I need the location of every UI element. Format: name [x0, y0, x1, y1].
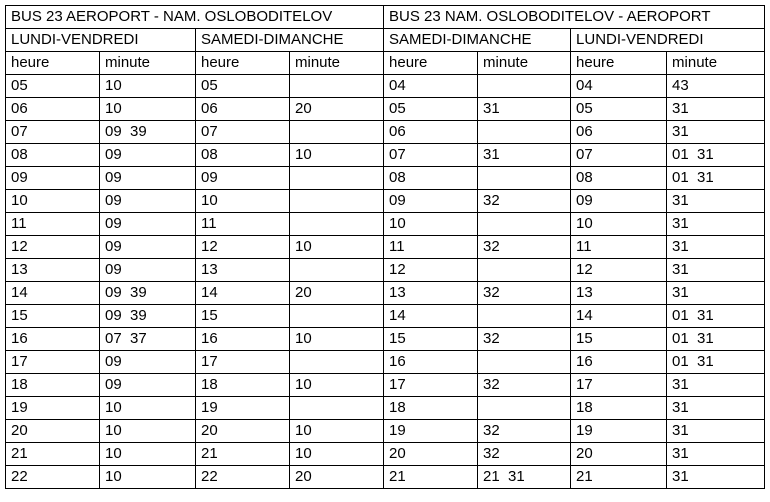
hour-cell: 12: [6, 236, 100, 259]
column-header-minute: minute: [100, 52, 196, 75]
table-row: [6, 466, 765, 489]
table-row: [6, 236, 765, 259]
hour-cell: 12: [384, 259, 478, 282]
minute-cell: 09: [100, 259, 196, 282]
minute-cell: [478, 75, 571, 98]
hour-cell: 14: [6, 282, 100, 305]
period-label: SAMEDI-DIMANCHE: [384, 29, 571, 52]
minute-cell: 09: [100, 213, 196, 236]
hour-cell: 07: [196, 121, 290, 144]
minute-cell: 31: [667, 190, 765, 213]
minute-cell: 10: [100, 420, 196, 443]
column-header-heure: heure: [384, 52, 478, 75]
hour-cell: 08: [571, 167, 667, 190]
minute-cell: [478, 397, 571, 420]
hour-cell: 10: [196, 190, 290, 213]
hour-cell: 18: [384, 397, 478, 420]
table-row: [6, 121, 765, 144]
minute-cell: 10: [100, 75, 196, 98]
table-row: [6, 259, 765, 282]
minute-cell: 20: [290, 98, 384, 121]
table-row: [6, 443, 765, 466]
hour-cell: 14: [384, 305, 478, 328]
hour-cell: 07: [6, 121, 100, 144]
hour-cell: 11: [571, 236, 667, 259]
hour-cell: 09: [571, 190, 667, 213]
column-header-minute: minute: [478, 52, 571, 75]
hour-cell: 07: [384, 144, 478, 167]
minute-cell: 32: [478, 282, 571, 305]
hour-cell: 06: [384, 121, 478, 144]
column-header-minute: minute: [290, 52, 384, 75]
minute-cell: 32: [478, 374, 571, 397]
minute-cell: 01 31: [667, 144, 765, 167]
hour-cell: 15: [571, 328, 667, 351]
table-row: [6, 374, 765, 397]
minute-cell: 09 39: [100, 305, 196, 328]
minute-cell: 20: [290, 282, 384, 305]
minute-cell: [290, 75, 384, 98]
period-header-row: [6, 29, 765, 52]
hour-cell: 17: [571, 374, 667, 397]
minute-cell: 31: [667, 466, 765, 489]
table-row: [6, 351, 765, 374]
hour-cell: 14: [196, 282, 290, 305]
hour-cell: 05: [571, 98, 667, 121]
hour-cell: 05: [6, 75, 100, 98]
column-header-heure: heure: [571, 52, 667, 75]
minute-cell: [290, 351, 384, 374]
hour-cell: 08: [196, 144, 290, 167]
minute-cell: 10: [290, 328, 384, 351]
minute-cell: 32: [478, 443, 571, 466]
hour-cell: 11: [6, 213, 100, 236]
hour-cell: 15: [6, 305, 100, 328]
hour-cell: 20: [571, 443, 667, 466]
hour-cell: 07: [571, 144, 667, 167]
minute-cell: 31: [667, 443, 765, 466]
hour-cell: 21: [384, 466, 478, 489]
hour-cell: 17: [196, 351, 290, 374]
minute-cell: 31: [667, 259, 765, 282]
table-row: [6, 144, 765, 167]
hour-cell: 09: [384, 190, 478, 213]
hour-cell: 12: [196, 236, 290, 259]
minute-cell: 10: [290, 374, 384, 397]
hour-cell: 17: [384, 374, 478, 397]
minute-cell: 09: [100, 144, 196, 167]
hour-cell: 20: [384, 443, 478, 466]
minute-cell: 09: [100, 190, 196, 213]
table-row: [6, 328, 765, 351]
hour-cell: 22: [6, 466, 100, 489]
hour-cell: 19: [384, 420, 478, 443]
hour-cell: 16: [384, 351, 478, 374]
hour-cell: 08: [384, 167, 478, 190]
column-header-row: [6, 52, 765, 75]
table-row: [6, 305, 765, 328]
minute-cell: [290, 121, 384, 144]
hour-cell: 16: [6, 328, 100, 351]
hour-cell: 20: [196, 420, 290, 443]
table-row: [6, 98, 765, 121]
minute-cell: 10: [100, 443, 196, 466]
minute-cell: 10: [290, 420, 384, 443]
hour-cell: 09: [196, 167, 290, 190]
minute-cell: [478, 305, 571, 328]
minute-cell: 32: [478, 328, 571, 351]
hour-cell: 06: [196, 98, 290, 121]
table-row: [6, 190, 765, 213]
minute-cell: [478, 121, 571, 144]
minute-cell: [290, 190, 384, 213]
minute-cell: 09: [100, 351, 196, 374]
column-header-heure: heure: [6, 52, 100, 75]
minute-cell: [290, 167, 384, 190]
hour-cell: 21: [196, 443, 290, 466]
table-row: [6, 75, 765, 98]
minute-cell: 09: [100, 167, 196, 190]
minute-cell: [478, 351, 571, 374]
minute-cell: 09 39: [100, 121, 196, 144]
hour-cell: 11: [196, 213, 290, 236]
minute-cell: 31: [667, 98, 765, 121]
hour-cell: 18: [571, 397, 667, 420]
minute-cell: 31: [667, 374, 765, 397]
period-label: LUNDI-VENDREDI: [6, 29, 196, 52]
minute-cell: 43: [667, 75, 765, 98]
hour-cell: 13: [384, 282, 478, 305]
minute-cell: 01 31: [667, 351, 765, 374]
hour-cell: 13: [196, 259, 290, 282]
hour-cell: 10: [571, 213, 667, 236]
column-header-minute: minute: [667, 52, 765, 75]
minute-cell: [478, 259, 571, 282]
minute-cell: 32: [478, 420, 571, 443]
minute-cell: 01 31: [667, 167, 765, 190]
minute-cell: 10: [100, 98, 196, 121]
minute-cell: 10: [100, 397, 196, 420]
route-header-row: [6, 6, 765, 29]
hour-cell: 12: [571, 259, 667, 282]
hour-cell: 05: [196, 75, 290, 98]
minute-cell: 31: [667, 420, 765, 443]
minute-cell: 10: [290, 236, 384, 259]
hour-cell: 04: [384, 75, 478, 98]
hour-cell: 11: [384, 236, 478, 259]
minute-cell: 20: [290, 466, 384, 489]
minute-cell: 07 37: [100, 328, 196, 351]
hour-cell: 21: [571, 466, 667, 489]
minute-cell: 10: [290, 144, 384, 167]
minute-cell: 01 31: [667, 305, 765, 328]
hour-cell: 20: [6, 420, 100, 443]
hour-cell: 19: [571, 420, 667, 443]
minute-cell: 10: [290, 443, 384, 466]
table-row: [6, 213, 765, 236]
minute-cell: 32: [478, 190, 571, 213]
hour-cell: 18: [196, 374, 290, 397]
minute-cell: [290, 397, 384, 420]
hour-cell: 04: [571, 75, 667, 98]
minute-cell: 32: [478, 236, 571, 259]
hour-cell: 16: [196, 328, 290, 351]
hour-cell: 09: [6, 167, 100, 190]
hour-cell: 15: [384, 328, 478, 351]
table-row: [6, 397, 765, 420]
minute-cell: 09 39: [100, 282, 196, 305]
hour-cell: 14: [571, 305, 667, 328]
hour-cell: 08: [6, 144, 100, 167]
table-row: [6, 420, 765, 443]
hour-cell: 05: [384, 98, 478, 121]
table-row: [6, 167, 765, 190]
minute-cell: 31: [478, 144, 571, 167]
route-title-aeroport-to-nam: BUS 23 AEROPORT - NAM. OSLOBODITELOV: [6, 6, 384, 29]
hour-cell: 13: [571, 282, 667, 305]
hour-cell: 19: [196, 397, 290, 420]
minute-cell: [478, 213, 571, 236]
column-header-heure: heure: [196, 52, 290, 75]
minute-cell: 09: [100, 236, 196, 259]
minute-cell: [290, 305, 384, 328]
hour-cell: 21: [6, 443, 100, 466]
hour-cell: 10: [384, 213, 478, 236]
period-label: LUNDI-VENDREDI: [571, 29, 765, 52]
minute-cell: 31: [667, 282, 765, 305]
minute-cell: 21 31: [478, 466, 571, 489]
hour-cell: 06: [6, 98, 100, 121]
minute-cell: 31: [667, 236, 765, 259]
minute-cell: 01 31: [667, 328, 765, 351]
minute-cell: [290, 259, 384, 282]
table-row: [6, 282, 765, 305]
hour-cell: 13: [6, 259, 100, 282]
minute-cell: 31: [478, 98, 571, 121]
hour-cell: 16: [571, 351, 667, 374]
minute-cell: 10: [100, 466, 196, 489]
hour-cell: 19: [6, 397, 100, 420]
minute-cell: 31: [667, 213, 765, 236]
route-title-nam-to-aeroport: BUS 23 NAM. OSLOBODITELOV - AEROPORT: [384, 6, 765, 29]
bus-timetable: [5, 5, 765, 489]
hour-cell: 22: [196, 466, 290, 489]
hour-cell: 10: [6, 190, 100, 213]
period-label: SAMEDI-DIMANCHE: [196, 29, 384, 52]
hour-cell: 06: [571, 121, 667, 144]
minute-cell: 09: [100, 374, 196, 397]
minute-cell: 31: [667, 121, 765, 144]
minute-cell: [478, 167, 571, 190]
minute-cell: 31: [667, 397, 765, 420]
hour-cell: 17: [6, 351, 100, 374]
minute-cell: [290, 213, 384, 236]
hour-cell: 18: [6, 374, 100, 397]
hour-cell: 15: [196, 305, 290, 328]
